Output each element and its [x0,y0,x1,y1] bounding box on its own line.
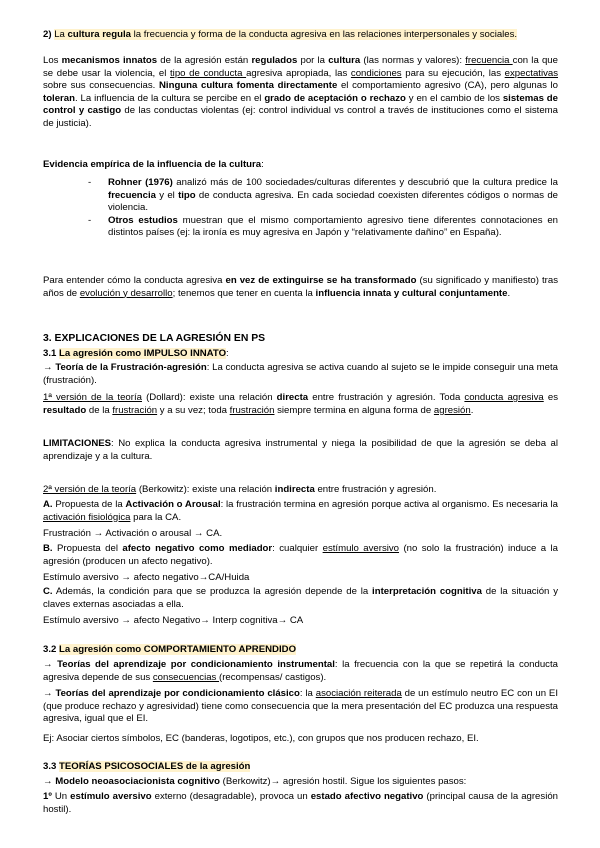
text-run: de las conductas violentas (ej: control individual vs control a través de instituciones como el sistema de justicia). [43,105,558,129]
text-run: Otros estudios [108,214,178,226]
classical-conditioning [43,688,558,726]
text-run: Propuesta del [52,543,123,554]
text-run: . [507,287,511,299]
paragraph-culture-regulation [43,55,558,131]
proposal-a [43,499,558,524]
text-run: para su ejecución, las [401,67,505,79]
text-run: cultura [328,55,361,66]
text-run: . [470,404,474,416]
text-run: Propuesta de la [52,499,126,510]
frustration-theory [43,362,558,387]
text-run: : [226,348,229,359]
text-run: externo (desagradable), provoca un [151,791,311,802]
text-run: : la frustración termina en agresión porque activa al organismo. Es necesaria la [220,499,558,510]
text-run: (Berkowitz): existe una relación [136,484,275,495]
text-run: agresión [433,404,471,416]
list-item [88,177,558,215]
text-run: entre frustración y agresión. [314,484,437,495]
text-run: 3.2 [43,644,60,655]
text-run: . La influencia de la cultura se percibe en el [75,92,265,104]
text-run: 2ª versión de la teoría [43,484,137,495]
text-run: Para entender cómo la conducta agresiva [43,275,226,286]
evidence-list [88,177,558,240]
text-run: (su significado y manifiesto) tras años de [43,275,558,299]
text-run: mecanismos innatos [61,55,158,66]
text-run: de la [86,404,113,416]
text-run: para la CA. [130,511,182,523]
section-3-heading: 3. EXPLICACIONES DE LA AGRESIÓN EN PS [43,333,266,344]
text-run: (recompensas/ castigos). [219,671,327,683]
text-run: : la [299,688,316,699]
text-run: resultado [43,404,87,416]
text-run: de la agresión están [157,55,252,66]
text-run: siempre termina en alguna forma de [274,404,434,416]
text-run: y en el cambio de los [405,92,503,104]
text-run: expectativas [504,67,558,79]
text-run: La agresión como IMPULSO INNATO [59,348,227,359]
text-run: indirecta [274,484,315,495]
section-3-1-heading [43,348,558,361]
text-run: frustración [112,404,158,416]
text-run: frecuencia [465,55,513,66]
text-run: grado de aceptación o rechazo [264,92,406,104]
section-2-heading [43,29,558,42]
text-run: ; tenemos que tener en cuenta la [172,287,316,299]
text-run: sobre sus consecuencias. [43,80,159,92]
example-classical: Ej: Asociar ciertos símbolos, EC (banderas, logotipos, etc.), con grupos que nos producen rechazo, EI. [43,733,479,744]
text-run: C. [43,586,53,597]
text-run: tipo [178,189,196,201]
text-run: en vez de extinguirse se ha transformado [225,275,417,286]
text-run: : [261,159,264,170]
text-run: : cualquier [272,543,323,554]
text-run: muestran que el mismo comportamiento agresivo tiene diferentes connotaciones en distintos países (ej: la ironía es muy agresiva en Japón y “relativamente dañino” en España). [108,214,558,239]
text-run: tipo de conducta [170,67,247,79]
text-run: → Teorías del aprendizaje por condicionamiento clásico [43,688,300,699]
bullet-dash: - [88,214,92,226]
text-run: y el [156,189,179,201]
text-run: cultura regula [67,29,131,40]
neoassociationist-model [43,776,558,789]
text-run: evolución y desarrollo [79,287,173,299]
text-run: LIMITACIONES [43,438,112,449]
text-run: interpretación cognitiva [372,586,482,597]
text-run: la frecuencia y forma de la conducta agresiva en las relaciones interpersonales y sociales. [131,29,518,40]
text-run: (no solo la frustración) induce a la agresión (producen un afecto negativo). [43,543,558,567]
section-number: 2) [43,29,55,40]
limitations [43,438,558,463]
text-run: estímulo aversivo [322,543,400,554]
text-run: activación fisiológica [43,511,131,523]
text-run: toleran [43,92,75,104]
text-run: condiciones [350,67,402,79]
formula-a: Frustración → Activación o arousal → CA. [43,528,223,539]
text-run: TEORÍAS PSICOSOCIALES de la agresión [59,761,251,772]
text-run: de la situación y claves externas asociadas a ella. [43,586,559,610]
text-run: Evidencia empírica de la influencia de la cultura [43,159,262,170]
text-run: entre frustración y agresión. Toda [308,392,465,403]
text-run: Ninguna cultura fomenta directamente [159,80,338,92]
section-3-3-heading [43,761,558,774]
formula-c: Estímulo aversivo → afecto Negativo→ Interp cognitiva→ CA [43,615,304,626]
text-run: el comportamiento agresivo (CA), pero algunas lo [337,80,558,92]
text-run: → Teoría de la Frustración-agresión [43,362,207,373]
text-run: Los [43,55,62,66]
first-version [43,392,558,417]
text-run: regulados [251,55,298,66]
text-run: directa [276,392,309,403]
section-3-2-heading [43,644,558,657]
list-item [88,215,558,240]
text-run: analizó más de 100 sociedades/culturas diferentes y descubrió que la cultura predice la [172,177,558,188]
text-run: La agresión como COMPORTAMIENTO APRENDIDO [59,644,297,655]
text-run: es [543,392,558,403]
text-run: 1º [43,791,52,802]
text-run: de conducta agresiva. En cada sociedad coexisten diferentes códigos o normas de violencia. [108,189,558,214]
text-run: de un estímulo neutro EC con un EI (que produce rechazo y agresividad) tiene como consecuencia que la mera presentación del EC produzca una respuesta agresiva, igual que el EI. [43,688,558,725]
text-run: asociación reiterada [315,688,402,699]
text-run: Además, la condición para que se produzca la agresión depende de la [52,586,373,597]
text-run: Activación o Arousal [125,499,221,510]
text-run: (Dollard): existe una relación [141,392,277,403]
text-run: consecuencias [152,671,220,683]
formula-b: Estímulo aversivo → afecto negativo→CA/Huida [43,572,250,583]
text-run: → Modelo neoasociacionista cognitivo [43,776,220,787]
text-run: influencia innata y cultural conjuntamente [315,287,508,299]
proposal-b [43,543,558,568]
text-run: B. [43,543,53,554]
text-run: conducta agresiva [464,392,544,403]
text-run: (principal causa de la agresión hostil). [43,791,558,815]
text-run: A. [43,499,53,510]
text-run: La [54,29,68,40]
text-run: con la que se debe usar la violencia, el [43,55,558,79]
proposal-c [43,586,558,611]
text-run: (las normas y valores): [360,55,466,66]
paragraph-transformation [43,275,558,300]
text-run: frustración [229,404,275,416]
text-run: estado afectivo negativo [310,791,424,802]
evidence-heading [43,159,558,172]
text-run: Un [51,791,71,802]
text-run: : No explica la conducta agresiva instrumental y niega la posibilidad de que la agresión se deba al aprendizaje y a la cultura. [43,438,558,462]
text-run: (Berkowitz)→ agresión hostil. Sigue los siguientes pasos: [219,776,467,787]
text-run: afecto negativo como mediador [122,543,273,554]
bullet-dash: - [88,177,92,188]
text-run: : la frecuencia con la que se repetirá la conducta agresiva depende de sus [43,659,558,683]
section-2-highlight [54,29,517,40]
text-run: 3.3 [43,761,60,772]
text-run: frecuencia [108,189,156,201]
text-run: → Teorías del aprendizaje por condicionamiento instrumental [43,659,335,670]
text-run: estímulo aversivo [70,791,152,802]
text-run: 3.1 [43,348,60,359]
text-run: 1ª versión de la teoría [43,392,142,403]
instrumental-conditioning [43,659,558,684]
text-run: : La conducta agresiva se activa cuando al sujeto se le impide conseguir una meta (frustración). [43,362,558,386]
text-run: agresiva apropiada, las [246,67,351,79]
text-run: Rohner (1976) [108,177,173,188]
text-run: y a su vez; toda [157,404,230,416]
text-run: sistemas de control y castigo [43,92,558,117]
step-1 [43,791,558,816]
text-run: por la [297,55,329,66]
second-version [43,484,558,497]
